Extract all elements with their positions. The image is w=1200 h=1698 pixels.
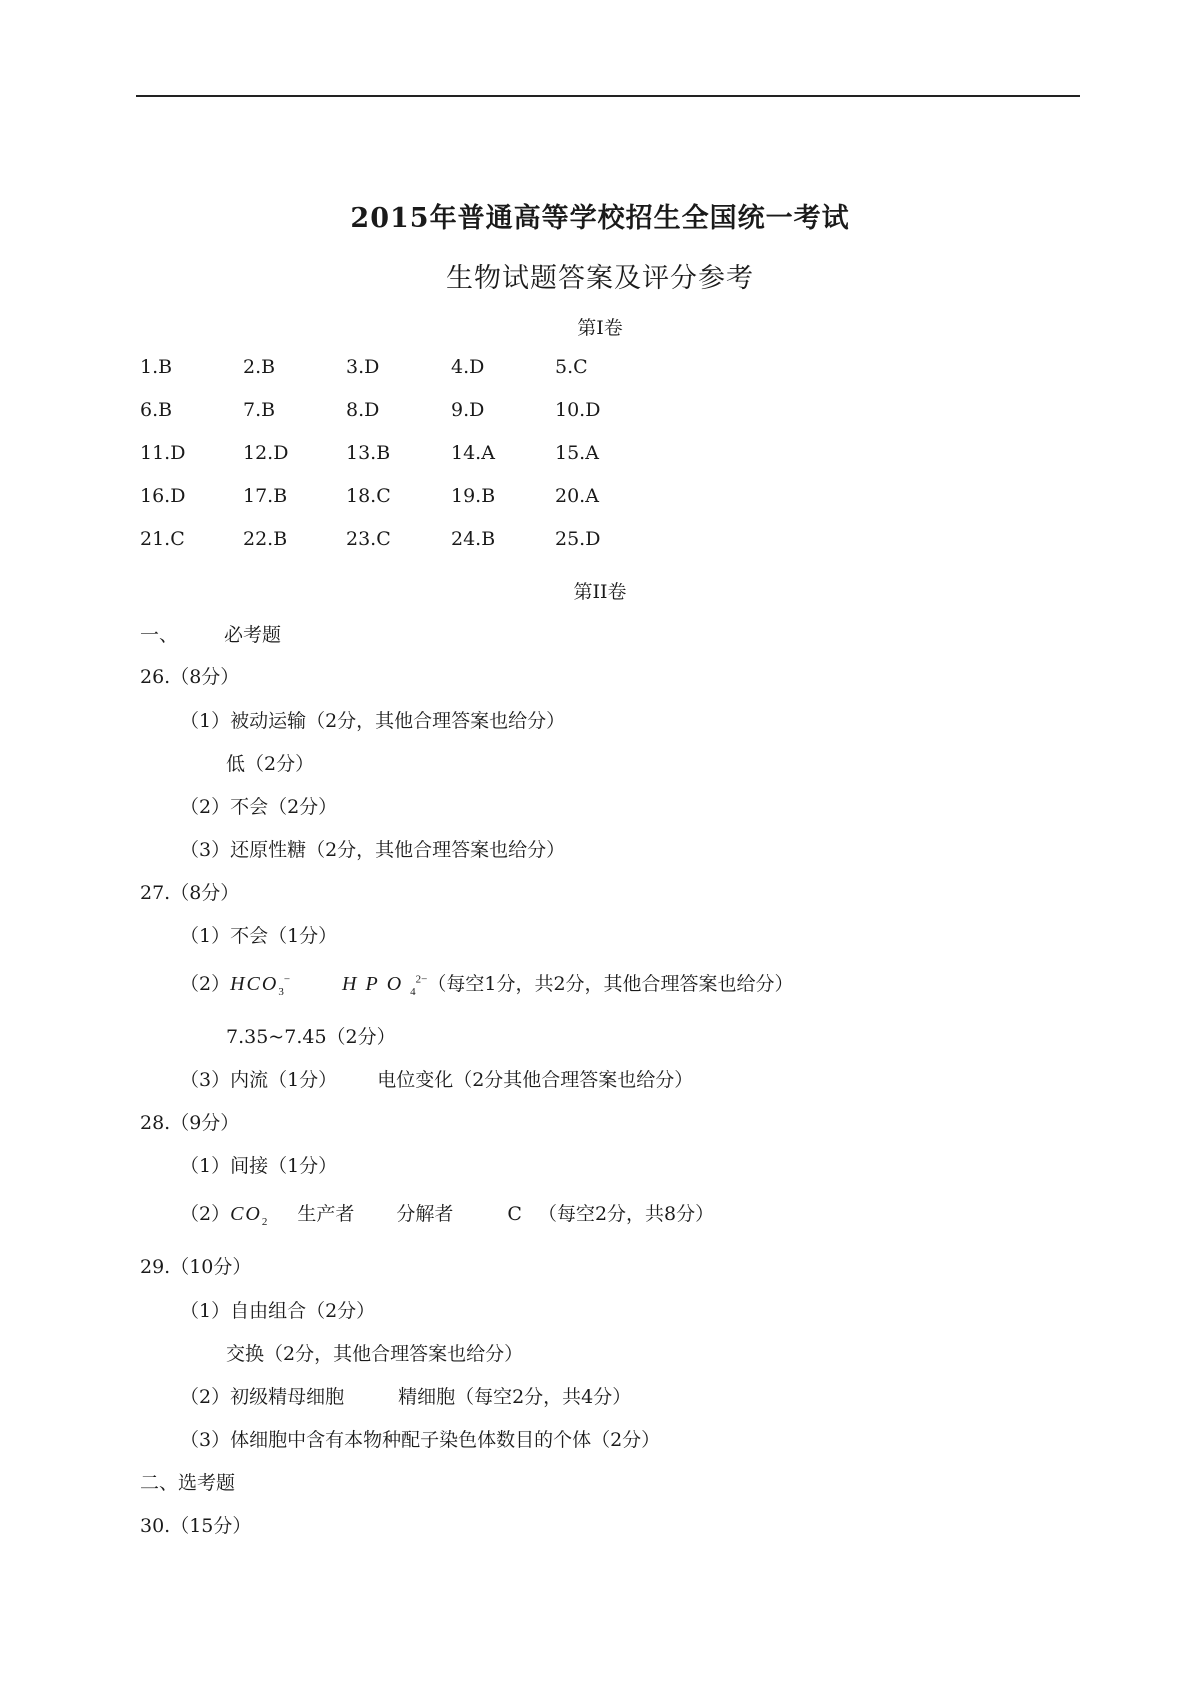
answer-item: 23.C bbox=[346, 528, 391, 550]
section-optional: 二、选考题 bbox=[140, 1472, 236, 1494]
q28-line1: （1）间接（1分） bbox=[180, 1155, 338, 1177]
answer-item: 21.C bbox=[140, 528, 185, 550]
answer-item: 17.B bbox=[243, 485, 288, 507]
q30-title: 30.（15分） bbox=[140, 1515, 252, 1537]
q29-line1: （1）自由组合（2分） bbox=[180, 1300, 376, 1322]
top-rule bbox=[136, 95, 1080, 97]
answer-item: 20.A bbox=[555, 485, 599, 507]
answer-item: 3.D bbox=[346, 356, 380, 378]
q26-title: 26.（8分） bbox=[140, 666, 240, 688]
answer-item: 14.A bbox=[451, 442, 495, 464]
answer-item: 2.B bbox=[243, 356, 276, 378]
answer-item: 13.B bbox=[346, 442, 391, 464]
bicarbonate-formula: $HCO_3^-$ bbox=[230, 973, 291, 998]
q29-line3: （2）初级精母细胞 精细胞（每空2分，共4分） bbox=[180, 1386, 632, 1408]
q28-title: 28.（9分） bbox=[140, 1112, 240, 1134]
answer-item: 19.B bbox=[451, 485, 496, 507]
q26-line2: 低（2分） bbox=[226, 753, 315, 775]
answer-item: 18.C bbox=[346, 485, 391, 507]
answer-item: 10.D bbox=[555, 399, 601, 421]
answer-item: 22.B bbox=[243, 528, 288, 550]
carbon-dioxide-formula: $CO_2$ bbox=[230, 1203, 268, 1228]
answer-item: 8.D bbox=[346, 399, 380, 421]
part2-heading: 第II卷 bbox=[573, 581, 627, 603]
section-required: 一、 必考题 bbox=[140, 624, 282, 646]
answer-item: 16.D bbox=[140, 485, 186, 507]
answer-item: 11.D bbox=[140, 442, 186, 464]
q26-line3: （2）不会（2分） bbox=[180, 796, 338, 818]
q27-line3: 7.35~7.45（2分） bbox=[226, 1026, 396, 1048]
q27-line1: （1）不会（1分） bbox=[180, 925, 338, 947]
answer-item: 5.C bbox=[555, 356, 588, 378]
answer-item: 6.B bbox=[140, 399, 173, 421]
answer-item: 12.D bbox=[243, 442, 289, 464]
answer-item: 7.B bbox=[243, 399, 276, 421]
q27-line2: $(2)HCO_3^-$ $HPO_4^{2-}$（每空1分，共2分，其他合理答案也给分） bbox=[180, 973, 794, 998]
q27-title: 27.（8分） bbox=[140, 882, 240, 904]
document-title: 2015年普通高等学校招生全国统一考试 bbox=[350, 203, 850, 234]
q27-line4: （3）内流（1分） 电位变化（2分其他合理答案也给分） bbox=[180, 1069, 694, 1091]
part1-heading: 第I卷 bbox=[577, 317, 623, 339]
answer-item: 24.B bbox=[451, 528, 496, 550]
answer-item: 1.B bbox=[140, 356, 173, 378]
q26-line4: （3）还原性糖（2分，其他合理答案也给分） bbox=[180, 839, 566, 861]
hydrogen-phosphate-formula: $HPO_4^{2-}$ bbox=[342, 973, 428, 998]
q29-title: 29.（10分） bbox=[140, 1256, 252, 1278]
q29-line2: 交换（2分，其他合理答案也给分） bbox=[226, 1343, 524, 1365]
document-subtitle: 生物试题答案及评分参考 bbox=[446, 263, 754, 294]
q29-line4: （3）体细胞中含有本物种配子染色体数目的个体（2分） bbox=[180, 1429, 661, 1451]
answer-item: 9.D bbox=[451, 399, 485, 421]
q28-line2: $(2)CO_2$ 生产者 分解者 C （每空2分，共8分） bbox=[180, 1203, 715, 1228]
answer-item: 15.A bbox=[555, 442, 599, 464]
answer-item: 4.D bbox=[451, 356, 485, 378]
answer-item: 25.D bbox=[555, 528, 601, 550]
q26-line1: （1）被动运输（2分，其他合理答案也给分） bbox=[180, 710, 566, 732]
